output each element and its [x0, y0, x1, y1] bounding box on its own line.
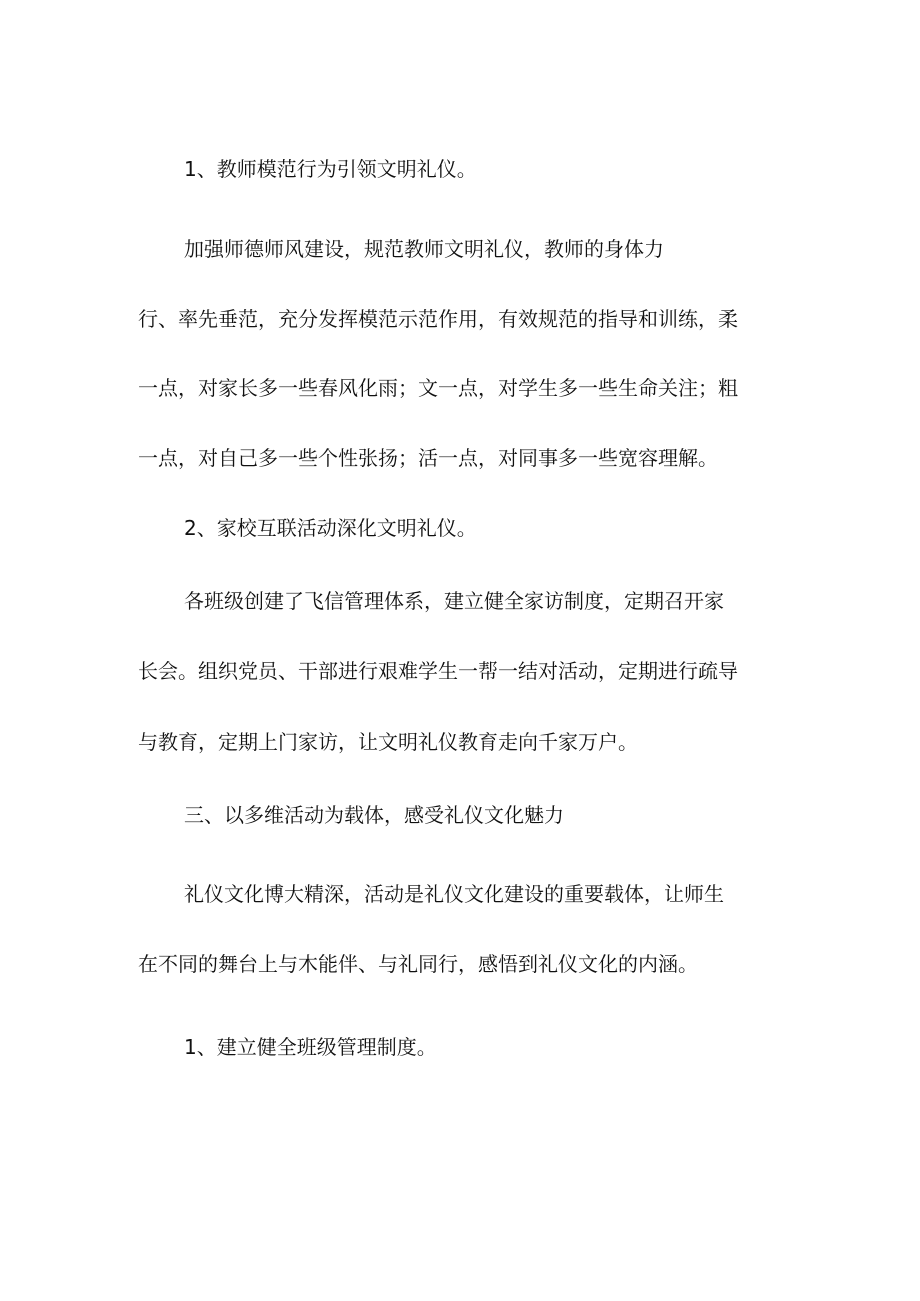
paragraph-line: 一点，对自己多一些个性张扬；活一点，对同事多一些宽容理解。	[138, 446, 718, 470]
heading-home-school: 2、家校互联活动深化文明礼仪。	[184, 516, 477, 540]
paragraph-line: 与教育，定期上门家访，让文明礼仪教育走向千家万户。	[138, 730, 638, 754]
paragraph-line: 长会。组织党员、干部进行艰难学生一帮一结对活动，定期进行疏导	[138, 659, 738, 683]
paragraph-line: 各班级创建了飞信管理体系，建立健全家访制度，定期召开家	[184, 589, 724, 613]
paragraph-line: 在不同的舞台上与木能伴、与礼同行，感悟到礼仪文化的内涵。	[138, 952, 698, 976]
section-heading-three: 三、以多维活动为载体，感受礼仪文化魅力	[184, 803, 564, 827]
paragraph-line: 礼仪文化博大精深，活动是礼仪文化建设的重要载体，让师生	[184, 882, 724, 906]
paragraph-line: 一点，对家长多一些春风化雨；文一点，对学生多一些生命关注；粗	[138, 376, 738, 400]
paragraph-line: 行、率先垂范，充分发挥模范示范作用，有效规范的指导和训练，柔	[138, 307, 738, 331]
heading-teacher-model: 1、教师模范行为引领文明礼仪。	[184, 157, 477, 181]
paragraph-line: 加强师德师风建设，规范教师文明礼仪，教师的身体力	[184, 237, 664, 261]
heading-class-management: 1、建立健全班级管理制度。	[184, 1035, 437, 1059]
